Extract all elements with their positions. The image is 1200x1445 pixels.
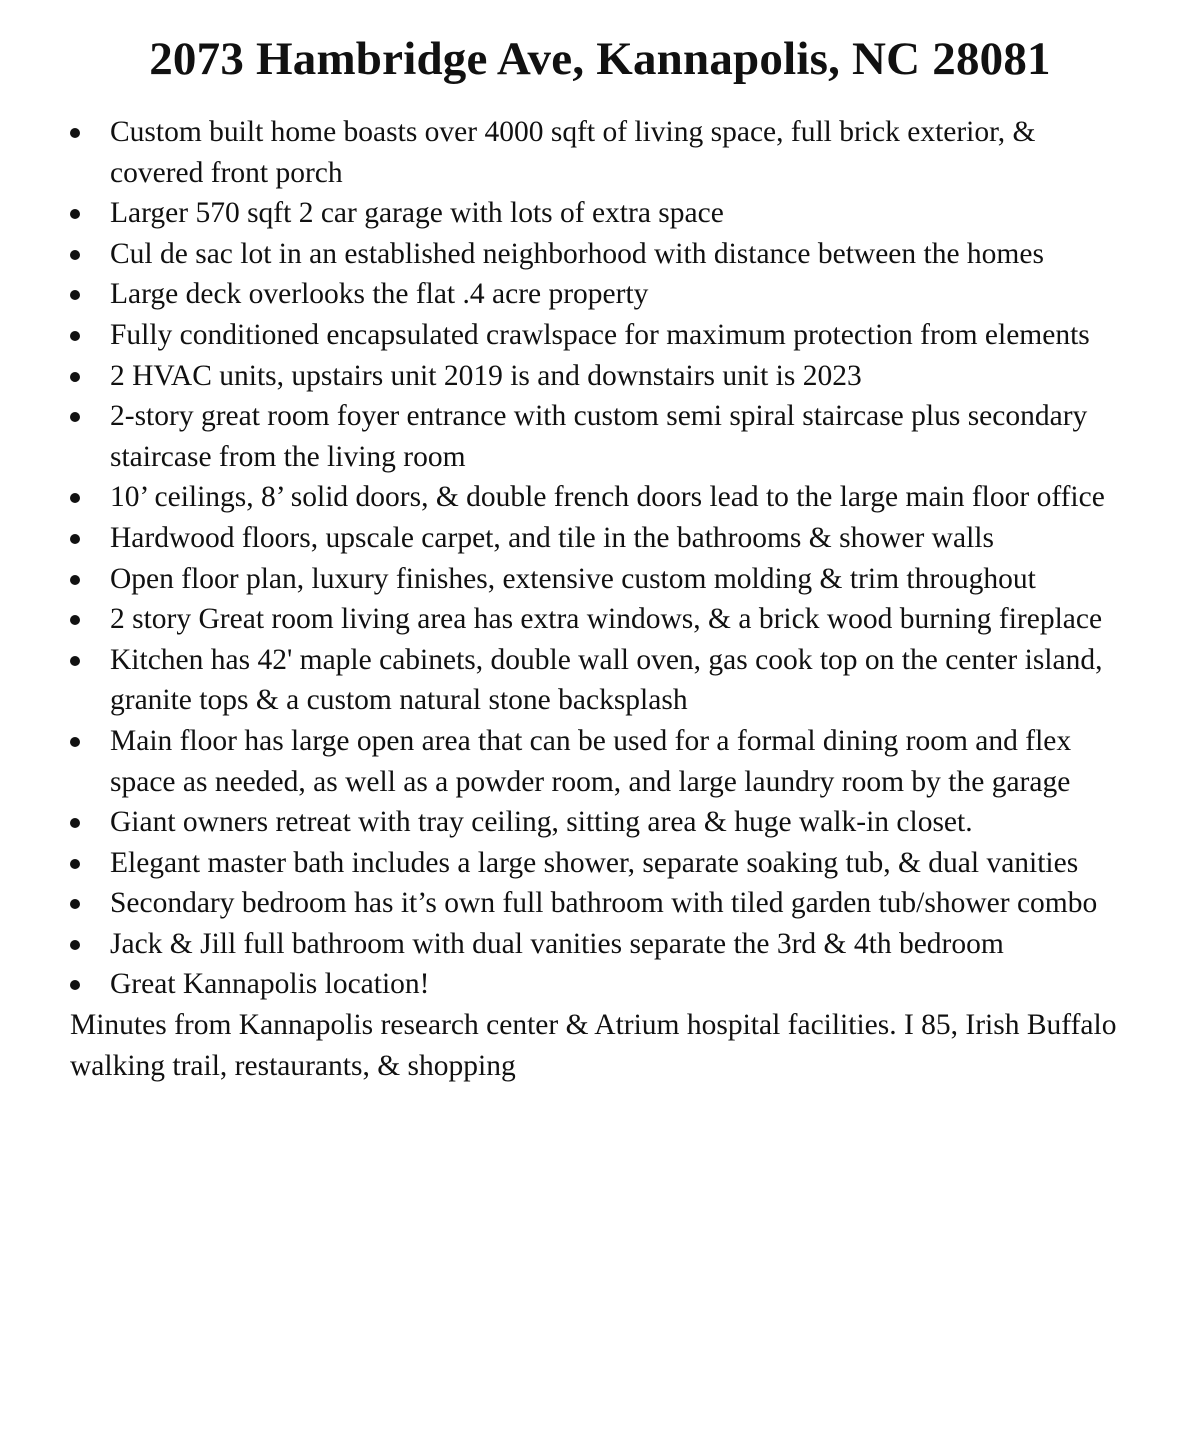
- bullet-icon: [70, 940, 80, 950]
- bullet-icon: [70, 859, 80, 869]
- bullet-icon: [70, 737, 80, 747]
- list-item-text: 2-story great room foyer entrance with custom semi spiral staircase plus secondary staircase from the living room: [110, 400, 1088, 473]
- bullet-icon: [70, 331, 80, 341]
- list-item: [70, 477, 1130, 518]
- list-item: [70, 112, 1130, 193]
- list-item: [70, 356, 1130, 397]
- list-item: [70, 193, 1130, 234]
- list-item-text: Open floor plan, luxury finishes, extensive custom molding & trim throughout: [110, 562, 1036, 595]
- list-item: [70, 883, 1130, 924]
- list-item-text: Secondary bedroom has it’s own full bathroom with tiled garden tub/shower combo: [110, 887, 1098, 920]
- list-item-text: 10’ ceilings, 8’ solid doors, & double french doors lead to the large main floor office: [110, 481, 1105, 514]
- list-item: [70, 802, 1130, 843]
- list-item: [70, 274, 1130, 315]
- list-item-text: Kitchen has 42' maple cabinets, double wall oven, gas cook top on the center island, granite tops & a custom natural stone backsplash: [110, 643, 1103, 717]
- list-item-text: Giant owners retreat with tray ceiling, sitting area & huge walk-in closet.: [110, 806, 973, 839]
- bullet-icon: [70, 412, 80, 422]
- bullet-icon: [70, 534, 80, 544]
- list-item-text: 2 story Great room living area has extra windows, & a brick wood burning fireplace: [110, 603, 1103, 636]
- bullet-icon: [70, 290, 80, 300]
- list-item: [70, 599, 1130, 640]
- list-item: [70, 315, 1130, 356]
- list-item: [70, 721, 1130, 802]
- page-title: 2073 Hambridge Ave, Kannapolis, NC 28081: [149, 33, 1051, 85]
- list-item-text: Elegant master bath includes a large shower, separate soaking tub, & dual vanities: [110, 846, 1079, 879]
- list-item-text: Main floor has large open area that can be used for a formal dining room and flex space as needed, as well as a powder room, and large laundry room by the garage: [110, 724, 1072, 798]
- list-item: [70, 518, 1130, 559]
- list-item: [70, 843, 1130, 884]
- bullet-icon: [70, 615, 80, 625]
- list-item-text: Custom built home boasts over 4000 sqft of living space, full brick exterior, & covered front porch: [110, 116, 1036, 189]
- list-item: [70, 234, 1130, 275]
- bullet-icon: [70, 372, 80, 382]
- list-item: [70, 396, 1130, 477]
- list-item-text: 2 HVAC units, upstairs unit 2019 is and downstairs unit is 2023: [110, 359, 862, 392]
- bullet-icon: [70, 899, 80, 909]
- list-item: [70, 559, 1130, 600]
- list-item-text: Great Kannapolis location!: [110, 968, 430, 1001]
- feature-list: [70, 112, 1130, 1005]
- list-item-text: Jack & Jill full bathroom with dual vanities separate the 3rd & 4th bedroom: [110, 927, 1004, 960]
- list-item: [70, 640, 1130, 721]
- list-item: [70, 964, 1130, 1005]
- bullet-icon: [70, 128, 80, 138]
- bullet-icon: [70, 818, 80, 828]
- bullet-icon: [70, 250, 80, 260]
- bullet-icon: [70, 493, 80, 503]
- list-item: [70, 924, 1130, 965]
- bullet-icon: [70, 575, 80, 585]
- bullet-icon: [70, 980, 80, 990]
- location-note: Minutes from Kannapolis research center & Atrium hospital facilities. I 85, Irish Buffalo walking trail, restaurants, & shopping: [70, 1009, 1117, 1082]
- list-item-text: Cul de sac lot in an established neighborhood with distance between the homes: [110, 237, 1044, 270]
- list-item-text: Large deck overlooks the flat .4 acre property: [110, 278, 649, 311]
- bullet-icon: [70, 656, 80, 666]
- list-item-text: Larger 570 sqft 2 car garage with lots of extra space: [110, 197, 724, 230]
- list-item-text: Hardwood floors, upscale carpet, and tile in the bathrooms & shower walls: [110, 521, 994, 554]
- bullet-icon: [70, 209, 80, 219]
- list-item-text: Fully conditioned encapsulated crawlspace for maximum protection from elements: [110, 318, 1090, 351]
